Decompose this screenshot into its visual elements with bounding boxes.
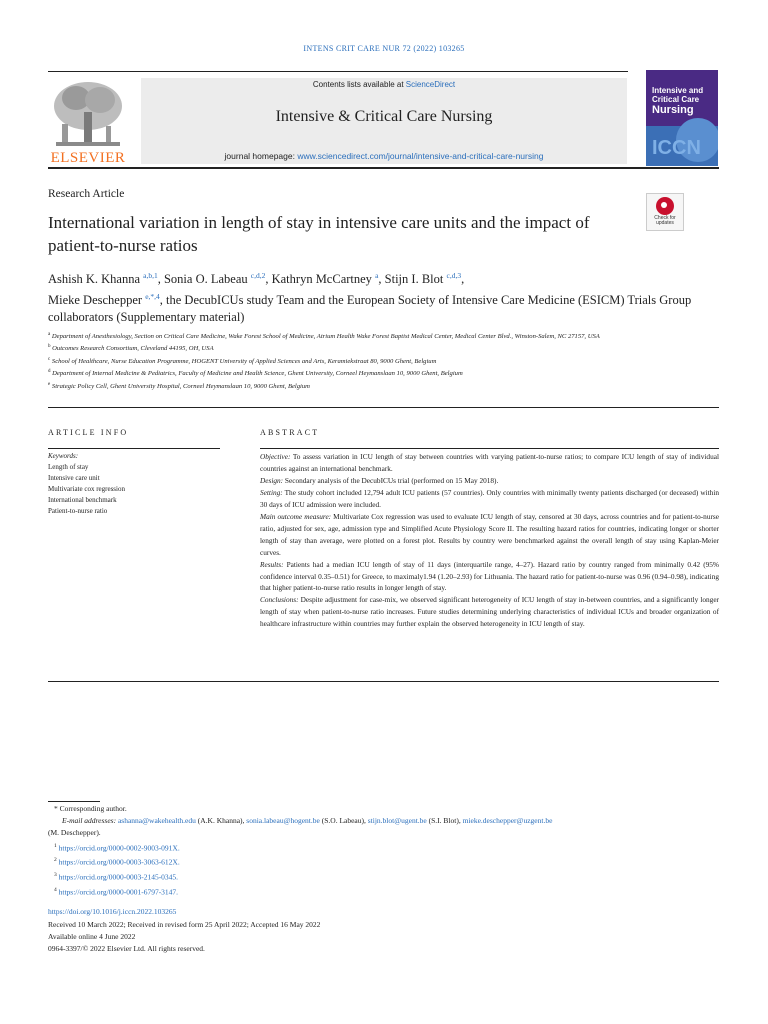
contents-line <box>141 80 627 89</box>
affiliations <box>48 330 728 392</box>
sciencedirect-link[interactable]: ScienceDirect <box>405 80 456 89</box>
copyright: 0964-3397/© 2022 Elsevier Ltd. All rights reserved. <box>48 944 205 954</box>
homepage-link[interactable]: www.sciencedirect.com/journal/intensive-and-critical-care-nursing <box>297 151 544 161</box>
elsevier-wordmark: ELSEVIER <box>50 150 126 166</box>
header-top-rule <box>48 71 628 72</box>
homepage-label: journal homepage: <box>224 151 298 161</box>
email-link[interactable]: ashanna@wakehealth.edu <box>117 816 196 826</box>
header-bottom-rule <box>48 167 719 169</box>
paper-title: International variation in length of stay in intensive care units and the impact of patient-to-nurse ratios <box>48 213 590 255</box>
keyword-item: Multivariate cox regression <box>48 485 125 493</box>
abstract-outcome: Main outcome measure: Multivariate Cox regression was used to evaluate ICU length of stay, censored at 30 days, across countries and for patient-to-nurse ratio, adjusted for sex, age, admission type and Simplified Acute Physiology Score II. The resulting hazard ratios for countries, indicating longer or shorter length of stay than average, were plotted on a forest plot. Results by country were benchmarked against the overall length of stay using Kaplan-Meier curves. <box>260 511 719 557</box>
check-updates-label: Check for updates <box>654 215 676 226</box>
author-name[interactable]: Mieke Deschepper <box>48 293 143 308</box>
cover-line-1: Intensive and <box>652 86 704 95</box>
online-date: Available online 4 June 2022 <box>48 931 136 941</box>
author-affil-marks[interactable]: a <box>375 271 379 280</box>
abstract-bottom-rule <box>48 681 719 682</box>
check-for-updates-badge[interactable] <box>646 193 684 231</box>
footnote-rule <box>48 801 100 802</box>
keyword-item: Intensive care unit <box>48 474 100 482</box>
affiliation-item: $^a$ Department of Anesthesiology, Section on Critical Care Medicine, Wake Forest School of Medicine, Atrium Health Wake Forest Baptist Medical Center, Medical Center Blvd., Winston-Salem, NC 27157, USA <box>48 332 600 341</box>
received-dates: Received 10 March 2022; Received in revised form 25 April 2022; Accepted 16 May 2022 <box>48 919 321 929</box>
contents-prefix: Contents lists available at <box>312 80 406 89</box>
orcid-note: $^3$ https://orcid.org/0000-0003-2145-0345. <box>54 872 179 882</box>
author-name[interactable]: Sonia O. Labeau <box>163 272 248 287</box>
email-addresses: E-mail addresses: ashanna@wakehealth.edu (A.K. Khanna), sonia.labeau@hogent.be (S.O. Labeau), stijn.blot@ugent.be (S.I. Blot), mieke.deschepper@uzgent.be <box>62 816 553 826</box>
cover-line-3: Nursing <box>652 104 694 116</box>
abstract-conclusions: Conclusions: Despite adjustment for case-mix, we observed significant heterogeneity of ICU length of stay in-between countries, and a significantly longer length of stay when patient-to-nurse ratio increases. Future studies determining underlying characteristics of individual ICUs and broader organization of healthcare infrastructure within countries may further explain the observed heterogeneity in ICU length of stay. <box>260 595 719 629</box>
article-info-heading: ARTICLE INFO <box>48 428 129 437</box>
email-link[interactable]: stijn.blot@ugent.be <box>367 816 427 826</box>
article-info-rule <box>48 448 220 449</box>
cover-title <box>652 86 714 116</box>
affiliation-item: $^d$ Department of Internal Medicine & Pediatrics, Faculty of Medicine and Health Science, Ghent University, Corneel Heymanslaan 10, 9000 Ghent, Belgium <box>48 369 463 378</box>
corresponding-author-note: * Corresponding author. <box>54 804 127 813</box>
article-type: Research Article <box>48 188 125 200</box>
author-list: Ashish K. Khanna $^{a,b,1}$, Sonia O. Labeau $^{c,d,2}$, Kathryn McCartney $^a$, Stijn I. Blot $^{c,d,3}$, Mieke Deschepper $^{e,*,4}$, the DecubICUs study Team and the European Society of Intensive Care Medicine (ESICM) Trials Group collaborators (Supplementary material) <box>48 271 692 325</box>
authors-tail: , the DecubICUs study Team and the European Society of Intensive Care Medicine (ESICM) Trials Group collaborators (Supplementary material) <box>48 293 692 325</box>
affiliation-item: $^b$ Outcomes Research Consortium, Cleveland 44195, OH, USA <box>48 344 214 353</box>
journal-cover-image[interactable] <box>646 70 718 166</box>
affiliation-item: $^c$ School of Healthcare, Nurse Education Programme, HOGENT University of Applied Sciences and Arts, Keramiekstraat 80, 9000 Ghent, Belgium <box>48 356 437 365</box>
email-tail: (M. Deschepper). <box>48 828 101 838</box>
cover-mark: ICCN <box>652 137 701 159</box>
doi-link[interactable]: https://doi.org/10.1016/j.iccn.2022.103265 <box>48 907 177 917</box>
journal-homepage <box>141 151 627 161</box>
author-affil-marks[interactable]: e,*,4 <box>145 292 160 302</box>
abstract-setting: Setting: The study cohort included 12,794 adult ICU patients (57 countries). Only countries with minimally twenty patients discharged (or deceased) within 30 days of ICU admission were included. <box>260 487 719 509</box>
author-affil-marks[interactable]: c,d,2 <box>250 271 266 280</box>
author-name[interactable]: Ashish K. Khanna <box>48 272 141 287</box>
orcid-link[interactable]: https://orcid.org/0000-0002-9003-091X. <box>58 843 180 853</box>
abstract-body <box>260 451 719 630</box>
orcid-note: $^1$ https://orcid.org/0000-0002-9003-091X. <box>54 842 180 853</box>
keywords-list <box>48 462 125 517</box>
footnotes <box>48 803 728 955</box>
journal-name: Intensive & Critical Care Nursing <box>275 108 493 125</box>
abstract-objective: Objective: To assess variation in ICU length of stay between countries with varying patient-to-nurse ratios; to compare ICU length of stay of individual countries against an international benchmark. <box>260 452 719 473</box>
orcid-note: $^2$ https://orcid.org/0000-0003-3063-612X. <box>54 857 180 867</box>
email-link[interactable]: mieke.deschepper@uzgent.be <box>462 816 553 826</box>
abstract-rule <box>260 448 719 449</box>
orcid-link[interactable]: https://orcid.org/0000-0003-2145-0345. <box>58 872 179 882</box>
abstract-results: Results: Patients had a median ICU length of stay of 11 days (interquartile range, 4–27). Hazard ratio by country ranged from minimally 0.42 (95% confidence interval 0.35–0.51) for Greece, to maximaly1.94 (1.20–2.93) for Lithuania. The hazard ratio for patient-to-nurse was 0.96 (0.94–0.98), indicating that higher patient-to-nurse ratio results in longer length of stay. <box>260 559 719 593</box>
keywords-label: Keywords: <box>48 452 79 460</box>
abstract-design: Design: Secondary analysis of the DecubICUs trial (performed on 15 May 2018). <box>260 475 499 485</box>
author-affil-marks[interactable]: c,d,3 <box>446 271 462 280</box>
author-name[interactable]: Kathryn McCartney <box>271 272 372 287</box>
abstract-heading: ABSTRACT <box>260 428 320 437</box>
orcid-link[interactable]: https://orcid.org/0000-0001-6797-3147. <box>58 887 179 897</box>
journal-reference[interactable]: INTENS CRIT CARE NUR 72 (2022) 103265 <box>303 44 465 53</box>
affiliation-item: $^e$ Strategic Policy Cell, Ghent University Hospital, Corneel Heymanslaan 10, 9000 Ghent, Belgium <box>48 381 310 390</box>
affiliations-rule <box>48 407 719 408</box>
keyword-item: Patient-to-nurse ratio <box>48 507 108 515</box>
orcid-note: $^4$ https://orcid.org/0000-0001-6797-3147. <box>54 886 179 897</box>
email-link[interactable]: sonia.labeau@hogent.be <box>246 816 320 826</box>
orcid-link[interactable]: https://orcid.org/0000-0003-3063-612X. <box>58 857 180 867</box>
check-updates-icon <box>656 197 674 215</box>
author-name[interactable]: Stijn I. Blot <box>384 272 444 287</box>
author-affil-marks[interactable]: a,b,1 <box>143 271 158 280</box>
keyword-item: Length of stay <box>48 463 89 471</box>
keyword-item: International benchmark <box>48 496 117 504</box>
cover-line-2: Critical Care <box>652 95 700 104</box>
